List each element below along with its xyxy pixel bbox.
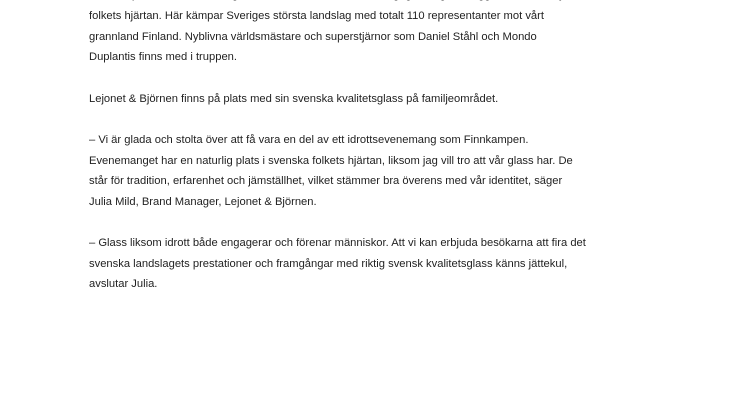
- text-line: Julia Mild, Brand Manager, Lejonet & Björnen.: [89, 196, 317, 209]
- text-line: står för tradition, erfarenhet och jämställhet, vilket stämmer bra överens med vår identitet, säger: [89, 175, 563, 188]
- text-line: svenska landslagets prestationer och framgångar med riktig svensk kvalitetsglass känns jättekul,: [89, 257, 568, 270]
- paragraph-closing-quote: [89, 233, 729, 295]
- cut-off-top-line: [89, 0, 729, 6]
- text-line: – Glass liksom idrott både engagerar och förenar människor. Att vi kan erbjuda besökarna att fira det: [89, 237, 586, 249]
- text-line: Evenemanget har en naturlig plats i svenska folkets hjärtan, liksom jag vill tro att vår glass har. De: [89, 154, 573, 167]
- text-line: Duplantis finns med i truppen.: [89, 51, 238, 64]
- text-line: Lejonet & Björnen finns på plats med sin svenska kvalitetsglass på familjeområdet.: [89, 93, 499, 105]
- text-line: avslutar Julia.: [89, 278, 158, 291]
- text-line: folkets hjärtan. Här kämpar Sveriges största landslag med totalt 110 representanter mot vårt: [89, 10, 544, 22]
- paragraph-quote-brand-manager: [89, 130, 729, 213]
- paragraph-family-area: [89, 89, 729, 110]
- text-line: grannland Finland. Nyblivna världsmästare och superstjärnor som Daniel Ståhl och Mondo: [89, 30, 537, 43]
- paragraph-finnkampen-intro: [89, 6, 729, 68]
- text-line: – Vi är glada och stolta över att få vara en del av ett idrottsevenemang som Finnkampen.: [89, 134, 529, 146]
